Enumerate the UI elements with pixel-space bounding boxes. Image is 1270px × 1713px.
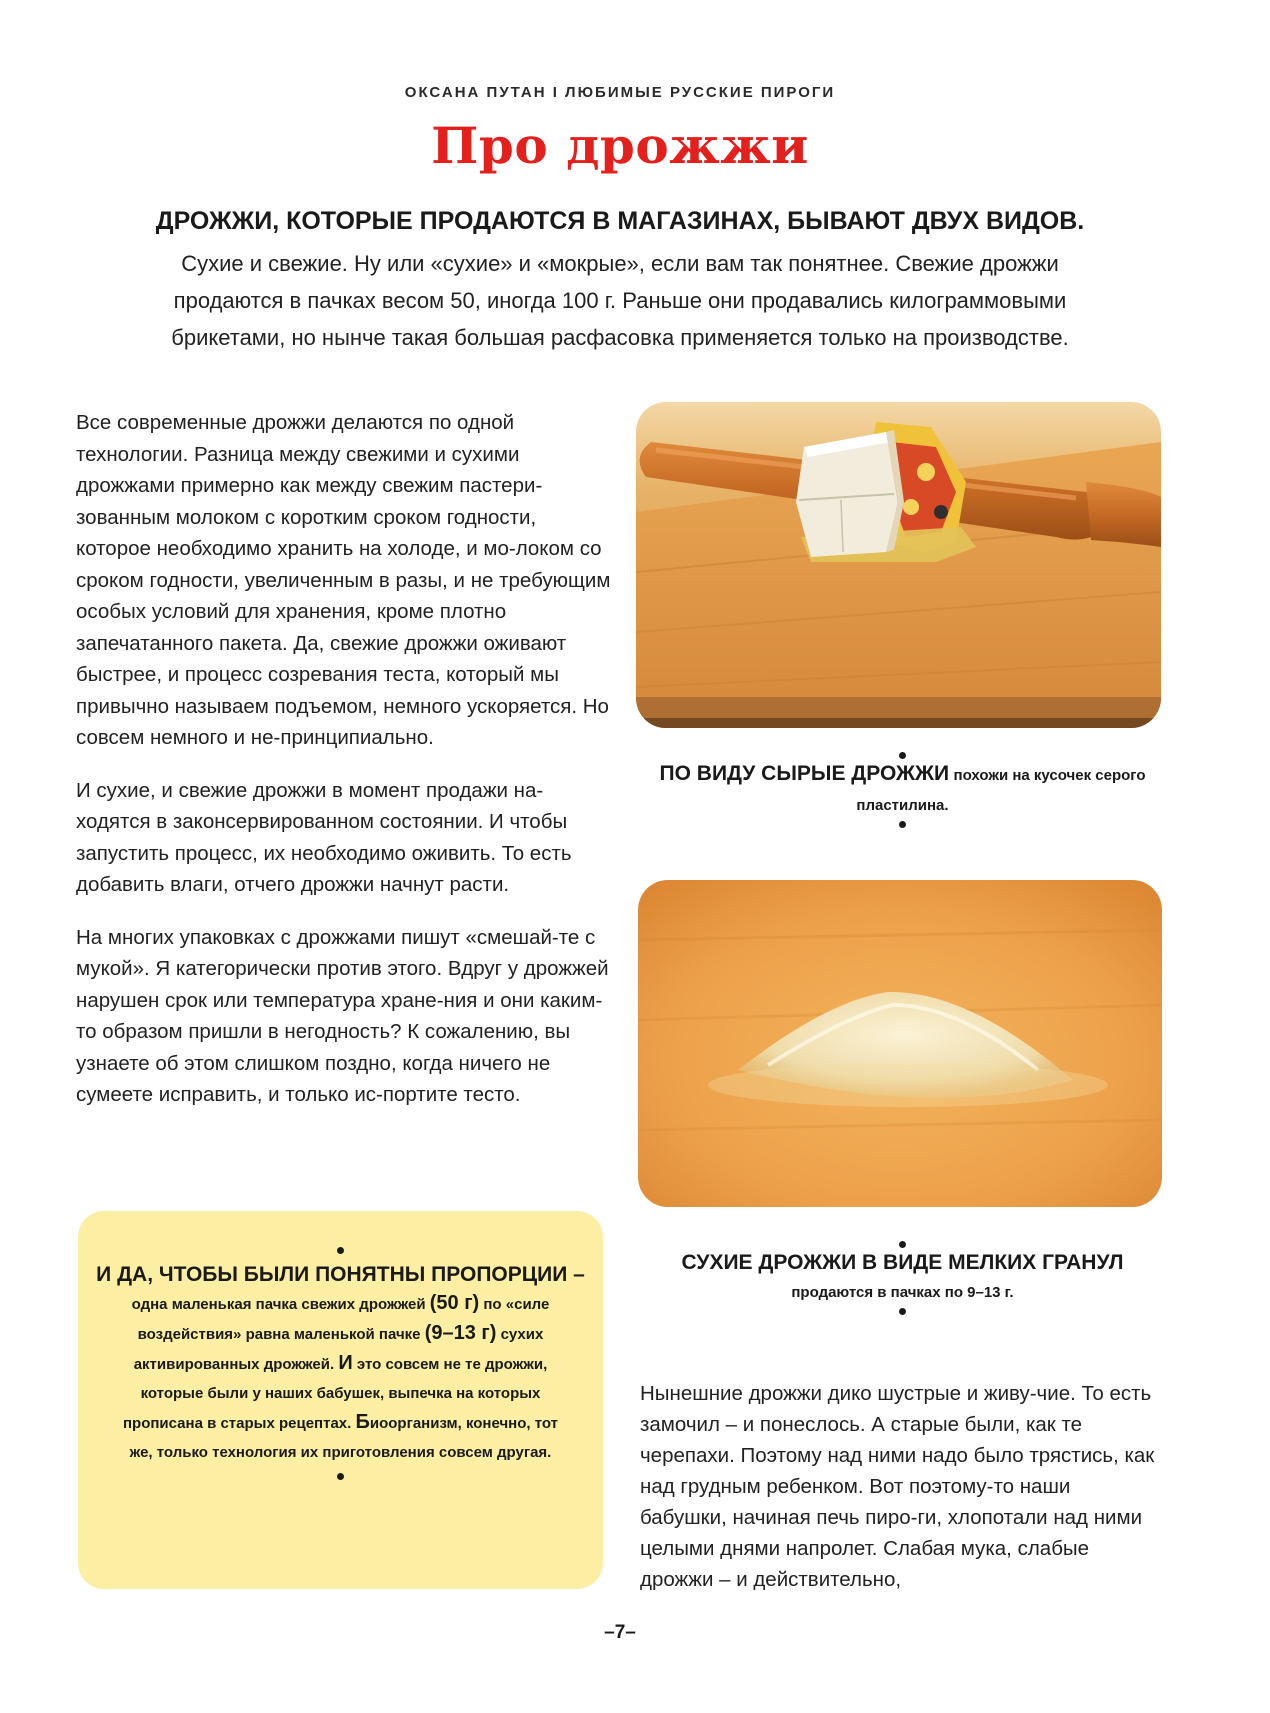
- bullet-dot: [899, 1308, 906, 1315]
- dry-yeast-caption-rest: продаются в пачках по 9–13 г.: [791, 1284, 1014, 1301]
- dry-yeast-caption: [640, 1241, 1165, 1315]
- left-paragraph-1: Все современные дрожжи делаются по одной технологии. Разница между свежими и сухими дрожжами примерно как между свежим пастери-зованным молоком с коротким сроком годности, которое необходимо хранить на холоде, и мо-локом со сроком годности, увеличенным в разы, и не требующим особых условий для хранения, кроме плотно запечатанного пакета. Да, свежие дрожжи оживают быстрее, и процесс созревания теста, который мы привычно называем подъемом, немного ускоряется. Но совсем немного и не-принципиально.: [76, 411, 611, 749]
- callout-text: по «силе воздействия» равна маленькой пачке: [137, 1296, 550, 1343]
- callout-text: это совсем не те дрожжи, которые были у наших бабушек, выпечка на которых прописана в старых рецептах.: [122, 1356, 548, 1432]
- callout-text: иоорганизм, конечно, тот же, только технология их приготовления совсем другая.: [129, 1415, 559, 1461]
- page-title: Про дрожжи: [431, 116, 809, 175]
- dry-yeast-photo: [638, 880, 1162, 1207]
- bullet-dot: [899, 752, 906, 759]
- callout-text: (9–13 г): [424, 1322, 497, 1344]
- proportions-callout: [78, 1211, 603, 1589]
- fresh-yeast-illustration: [636, 402, 1161, 728]
- left-paragraph-2: И сухие, и свежие дрожжи в момент продажи на-ходятся в законсервированном состоянии. И чтобы запустить процесс, их необходимо оживить. То есть добавить влаги, отчего дрожжи начнут расти.: [76, 778, 572, 896]
- callout-text: одна маленькая пачка свежих дрожжей: [131, 1296, 426, 1313]
- callout-text: И: [338, 1352, 353, 1374]
- right-column: [640, 1378, 1160, 1595]
- fresh-yeast-photo: [636, 402, 1161, 728]
- fresh-yeast-caption-main: ПО ВИДУ СЫРЫЕ ДРОЖЖИ: [659, 762, 950, 785]
- dry-yeast-illustration: [638, 880, 1162, 1207]
- dry-yeast-caption-main: СУХИЕ ДРОЖЖИ В ВИДЕ МЕЛКИХ ГРАНУЛ: [681, 1251, 1124, 1274]
- callout-text: (50 г): [429, 1292, 480, 1314]
- lead-heading: ДРОЖЖИ, КОТОРЫЕ ПРОДАЮТСЯ В МАГАЗИНАХ, БЫВАЮТ ДВУХ ВИДОВ.: [155, 207, 1085, 235]
- callout-body: [78, 1289, 603, 1467]
- bullet-dot: [337, 1247, 344, 1254]
- left-column: [76, 407, 611, 1132]
- callout-text: Б: [355, 1411, 370, 1433]
- bullet-dot: [899, 1241, 906, 1248]
- lead-paragraph: Сухие и свежие. Ну или «сухие» и «мокрые», если вам так понятнее. Свежие дрожжи продаются в пачках весом 50, иногда 100 г. Раньше они продавались килограммовыми брикетами, но нынче такая большая расфасовка применяется только на производстве.: [171, 251, 1069, 350]
- right-paragraph: Нынешние дрожжи дико шустрые и живу-чие. То есть замочил – и понеслось. А старые были, как те черепахи. Поэтому над ними надо было трястись, как над грудным ребенком. Вот поэтому-то наши бабушки, начиная печь пиро-ги, хлопотали над ними целыми днями напролет. Слабая мука, слабые дрожжи – и действительно,: [640, 1382, 1155, 1591]
- bullet-dot: [337, 1473, 344, 1480]
- callout-text: сухих активированных дрожжей.: [133, 1326, 544, 1373]
- fresh-yeast-caption-rest: похожи на кусочек серого пластилина.: [856, 767, 1146, 814]
- left-paragraph-3: На многих упаковках с дрожжами пишут «смешай-те с мукой». Я категорически против этого. Вдруг у дрожжей нарушен срок или температура хране-ния и они каким-то образом пришли в негодность? К сожалению, вы узнаете об этом слишком поздно, когда ничего не сумеете исправить, и только ис-портите тесто.: [76, 925, 609, 1106]
- running-head: ОКСАНА ПУТАН I ЛЮБИМЫЕ РУССКИЕ ПИРОГИ: [404, 84, 836, 101]
- fresh-yeast-caption: [640, 752, 1165, 828]
- page-number: –7–: [604, 1622, 636, 1643]
- bullet-dot: [899, 821, 906, 828]
- callout-heading: И ДА, ЧТОБЫ БЫЛИ ПОНЯТНЫ ПРОПОРЦИИ –: [96, 1263, 585, 1286]
